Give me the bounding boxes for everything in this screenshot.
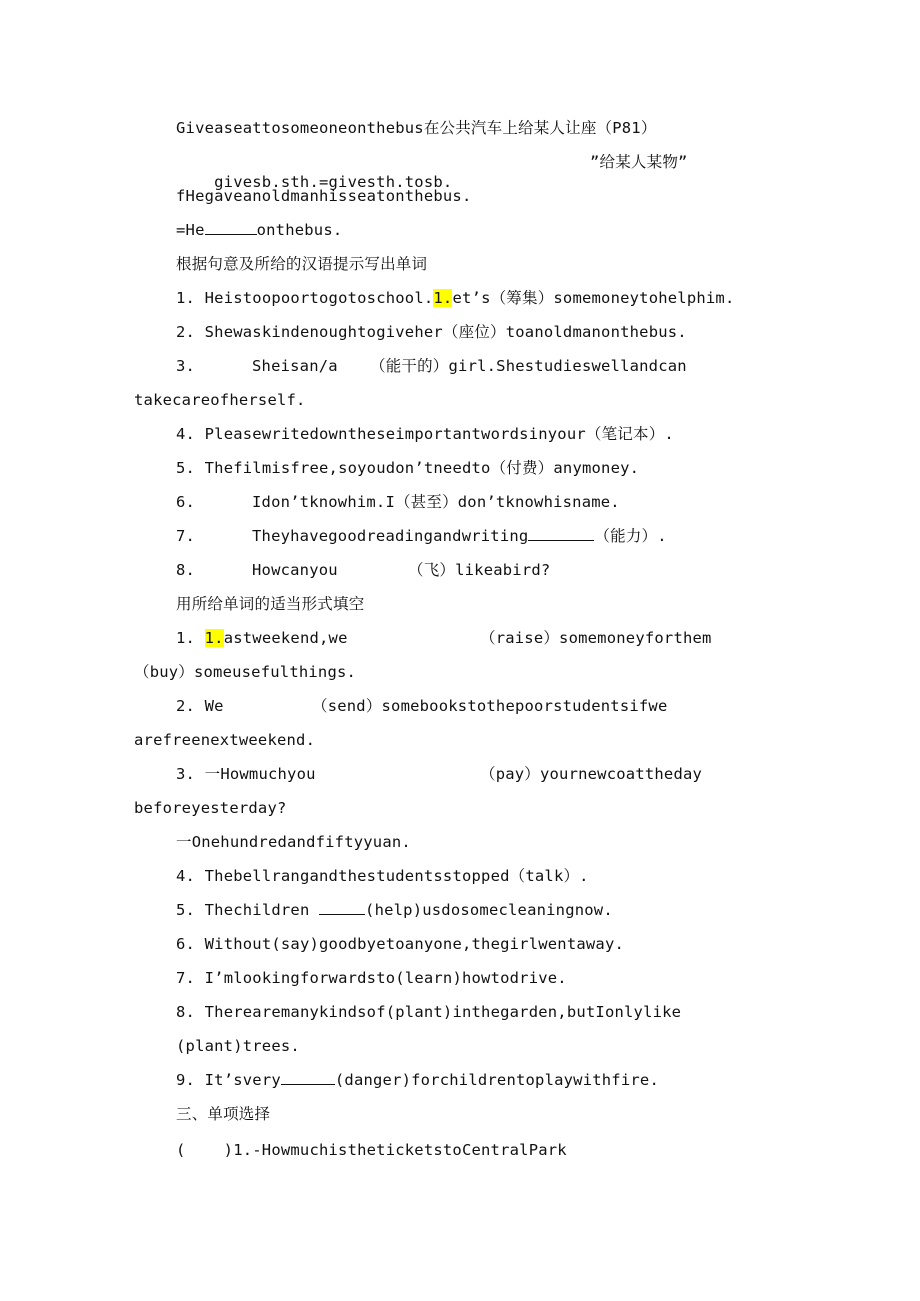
question-text: 1.-HowmuchistheticketstoCentralPark	[233, 1141, 567, 1159]
question-number: 3.	[176, 765, 196, 783]
question-number: 8.	[176, 1003, 196, 1021]
example-sentence: fHegaveanoldmanhisseatonthebus.	[176, 187, 472, 205]
fill-question-3-text: （pay）yournewcoattheday	[480, 765, 703, 783]
question-number: 1.	[176, 289, 196, 307]
rewrite-start: =He	[176, 221, 205, 239]
answer-blank[interactable]	[205, 220, 257, 235]
question-number: 4.	[176, 867, 196, 885]
question-6-text: Idon’tknowhim.I（甚至）don’tknowhisname.	[252, 493, 620, 511]
question-text: (danger)forchildrentoplaywithfire.	[334, 1071, 659, 1089]
answer-parentheses[interactable]: ( )	[176, 1141, 234, 1159]
question-number: 5.	[176, 459, 196, 477]
question-number: 2.	[176, 697, 196, 715]
question-text: Without(say)goodbyetoanyone,thegirlwentaway.	[204, 935, 625, 953]
question-text: It’svery	[204, 1071, 281, 1089]
question-number: 1.	[176, 629, 196, 647]
highlight-mark: 1.	[204, 629, 224, 647]
fill-question-1-text: （raise）somemoneyforthem	[480, 629, 712, 647]
question-text: et’s（筹集）somemoneytohelphim.	[452, 289, 735, 307]
question-text: I’mlookingforwardsto(learn)howtodrive.	[204, 969, 567, 987]
fill-question-1	[176, 628, 348, 648]
question-text: Therearemanykindsof(plant)inthegarden,butIonlylike	[204, 1003, 682, 1021]
fill-question-2-continued: arefreenextweekend.	[134, 731, 316, 749]
answer-blank[interactable]	[319, 900, 365, 915]
question-text: （能力）.	[594, 527, 667, 545]
answer-blank[interactable]	[281, 1070, 335, 1085]
question-number: 6.	[176, 935, 196, 953]
question-7-text	[252, 526, 667, 546]
question-text: We	[204, 697, 224, 715]
usage-meaning: ”给某人某物”	[590, 153, 688, 171]
question-3-text: Sheisan/a	[252, 357, 338, 375]
question-5	[176, 458, 639, 478]
fill-question-3	[176, 764, 316, 784]
question-text: 一Howmuchyou	[204, 765, 316, 783]
question-3-number: 3.	[176, 357, 196, 375]
question-number: 7.	[176, 969, 196, 987]
rewrite-end: onthebus.	[256, 221, 343, 239]
section-heading: 三、单项选择	[176, 1105, 271, 1123]
question-8-text: （飞）likeabird?	[408, 561, 551, 579]
question-7-number: 7.	[176, 527, 196, 545]
fill-question-8-continued: (plant)trees.	[176, 1037, 300, 1055]
question-6-number: 6.	[176, 493, 196, 511]
fill-question-2	[176, 696, 224, 716]
question-3-continued: takecareofherself.	[134, 391, 306, 409]
question-text: (help)usdosomecleaningnow.	[365, 901, 613, 919]
fill-question-7	[176, 968, 567, 988]
fill-question-3-continued: beforeyesterday?	[134, 799, 287, 817]
question-1	[176, 288, 735, 308]
question-number: 4.	[176, 425, 196, 443]
section-heading: 根据句意及所给的汉语提示写出单词	[176, 255, 428, 273]
question-8-text: Howcanyou	[252, 561, 338, 579]
fill-question-5	[176, 900, 613, 920]
question-8-number: 8.	[176, 561, 196, 579]
fill-question-6	[176, 934, 624, 954]
choice-question-1	[176, 1140, 567, 1160]
fill-question-2-text: （send）somebookstothepoorstudentsifwe	[312, 697, 668, 715]
answer-blank[interactable]	[528, 526, 594, 541]
fill-question-3-answer: 一Onehundredandfiftyyuan.	[176, 833, 411, 851]
question-text: Pleasewritedowntheseimportantwordsinyour（笔记本）.	[204, 425, 674, 443]
phrase-line: Giveaseattosomeoneonthebus在公共汽车上给某人让座（P81）	[176, 119, 657, 137]
question-number: 2.	[176, 323, 196, 341]
question-3-text: （能干的）girl.Shestudieswellandcan	[370, 357, 687, 375]
question-text: Theyhavegoodreadingandwriting	[252, 527, 529, 545]
fill-question-8	[176, 1002, 681, 1022]
fill-question-4	[176, 866, 589, 886]
question-2	[176, 322, 687, 342]
question-text: Thebellrangandthestudentsstopped（talk）.	[204, 867, 589, 885]
usage-pattern: givesb.sth.=givesth.tosb.	[214, 173, 453, 191]
highlight-mark: 1.	[433, 289, 453, 307]
question-number: 9.	[176, 1071, 196, 1089]
question-text: Thechildren	[204, 901, 310, 919]
section-heading: 用所给单词的适当形式填空	[176, 595, 365, 613]
question-text: astweekend,we	[223, 629, 348, 647]
question-4	[176, 424, 674, 444]
fill-question-1-continued: （buy）someusefulthings.	[134, 663, 357, 681]
question-text: Heistoopoortogotoschool.	[204, 289, 434, 307]
rewrite-line	[176, 220, 342, 240]
fill-question-9	[176, 1070, 659, 1090]
question-text: Thefilmisfree,soyoudon’tneedto（付费）anymoney.	[204, 459, 640, 477]
question-text: Shewaskindenoughtogiveher（座位）toanoldmanonthebus.	[204, 323, 687, 341]
question-number: 5.	[176, 901, 196, 919]
